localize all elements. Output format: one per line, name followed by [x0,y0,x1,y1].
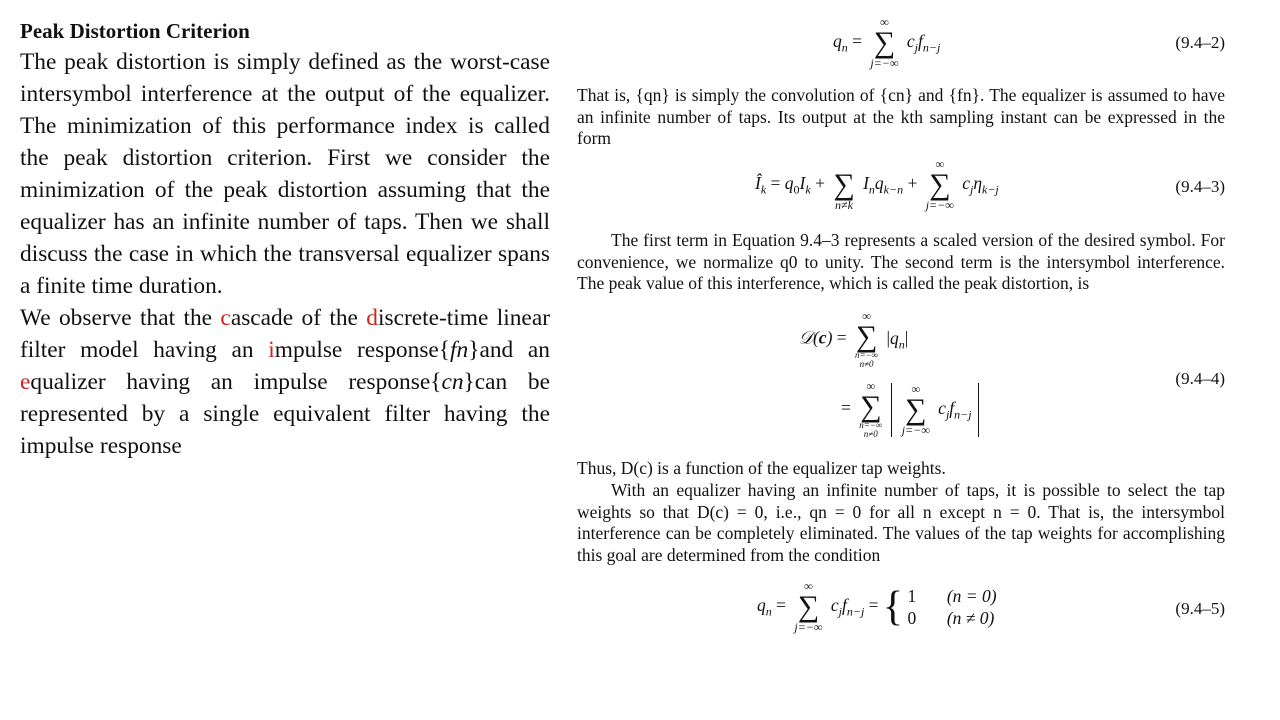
p2-text: }and an [468,337,550,363]
p2-text: mpulse response{ [274,337,451,363]
cases [907,585,996,629]
equation-number: (9.4–3) [1175,177,1225,196]
equation-line-2: = ∞ ∑ n=−∞ n≠0 ∞ ∑ j=−∞ $c_jf_{n-j}$ [841,380,979,439]
p2-text: ascade of the [230,305,367,331]
equation-number: (9.4–2) [1175,33,1225,52]
paragraph-2 [20,302,550,462]
case-value: 0 [907,608,917,628]
p2-math: fn [450,337,469,363]
p2-math: cn [441,369,464,395]
equation-body: $q_n$ = ∞ ∑ j=−∞ $c_jf_{n-j}$ [833,15,941,70]
highlight-letter: i [268,337,275,363]
p2-text: We observe that the [20,305,221,331]
equation-9-4-2 [577,14,1227,70]
p2-text: iscrete-time linear filter model having an [20,305,550,363]
equation-9-4-5 [577,578,1227,642]
case-value: 1 [907,586,917,606]
p2-text: qualizer having an impulse response{ [30,369,442,395]
equation-9-4-3 [577,156,1227,216]
case-condition: (n ≠ 0) [946,608,995,628]
left-text-column [20,16,550,462]
equation-number: (9.4–5) [1175,599,1225,618]
highlight-letter: c [220,305,231,331]
section-heading: Peak Distortion Criterion [20,19,250,43]
equation-body: $q_n$ = ∞ ∑ j=−∞ $c_jf_{n-j}$ = { 1 (n = 0) 0 (n ≠ 0) [757,579,997,634]
equation-9-4-4 [577,308,1227,448]
excerpt-paragraph-1: That is, {qn} is simply the convolution of {cn} and {fn}. The equalizer is assumed to have an infinite number of taps. Its output at the kth sampling instant can be expressed in the form [577,85,1225,148]
absolute-value: ∞ ∑ j=−∞ $c_jf_{n-j}$ [891,383,979,437]
highlight-letter: d [366,305,378,331]
excerpt-paragraph-2: The first term in Equation 9.4–3 represents a scaled version of the desired symbol. For convenience, we normalize q0 to unity. The second term is the intersymbol interference. The peak value of this interference, which is called the peak distortion, is [577,230,1225,293]
case-condition: (n = 0) [946,586,997,606]
equation-body: $Î_k = q_0I_k$ + ∑ n≠k $I_nq_{k-n}$ + ∞ ∑ j=−∞ $c_j\eta_{k-j}$ [755,157,999,212]
paragraph-1: The peak distortion is simply defined as the worst-case intersymbol interference at the output of the equalizer. The minimization of this performance index is called the peak distortion criterion. First we consider the minimization of the peak distortion assuming that the equalizer has an infinite number of taps. Then we shall discuss the case in which the transversal equalizer spans a finite time duration. [20,49,550,299]
excerpt-paragraph-4: With an equalizer having an infinite number of taps, it is possible to select the tap weights so that D(c) = 0, i.e., qn = 0 for all n except n = 0. That is, the intersymbol interference can be completely eliminated. The values of the tap weights for accomplishing this goal are determined from the condition [577,480,1225,565]
highlight-letter: e [20,369,31,395]
p2-text: }can be represented by a single equivalent filter having the impulse response [20,369,550,459]
equation-line-1: 𝒟(c) = ∞ ∑ n=−∞ n≠0 $|q_n|$ [799,309,909,369]
equation-number: (9.4–4) [1175,369,1225,388]
excerpt-paragraph-3: Thus, D(c) is a function of the equalizer tap weights. [577,458,946,478]
